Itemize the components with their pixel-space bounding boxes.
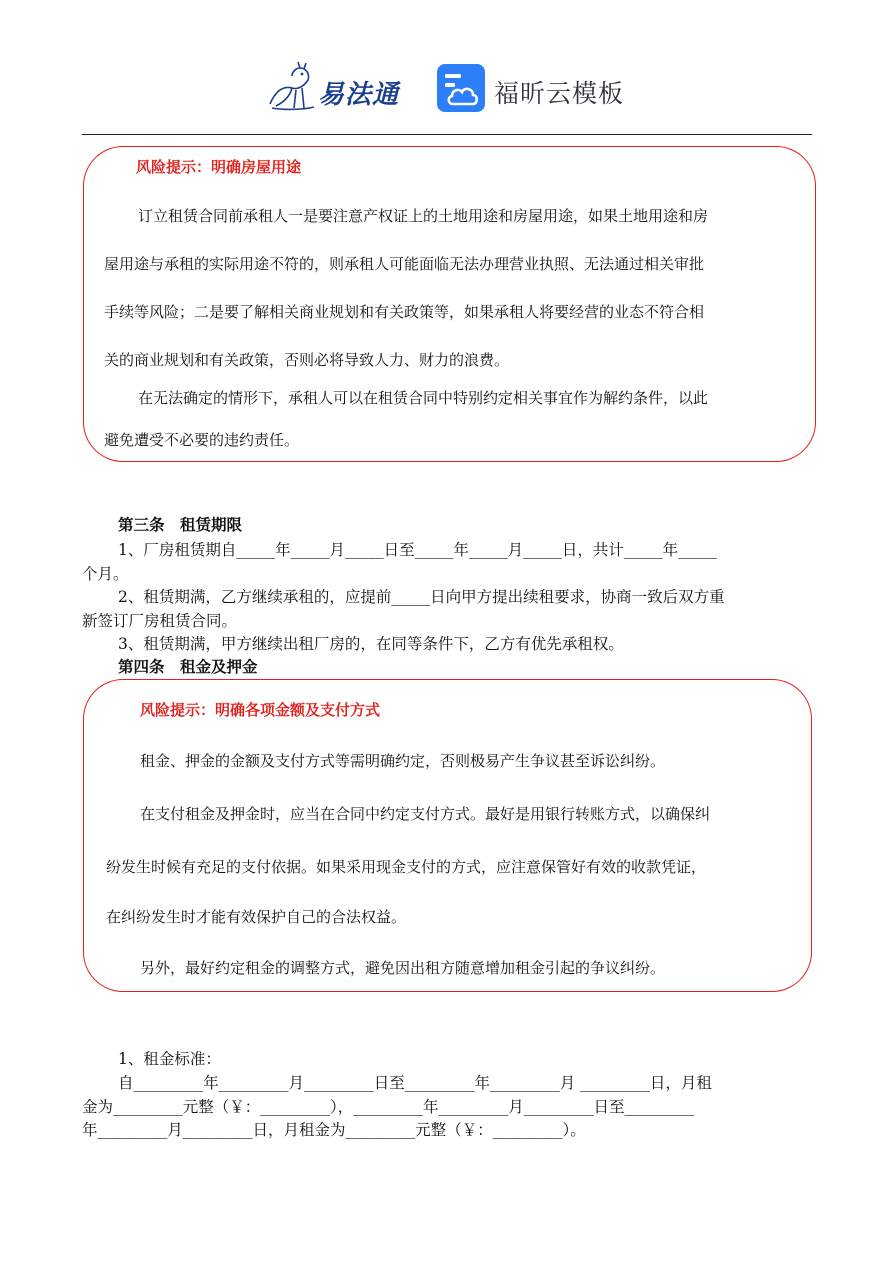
risk-text-line: 租金、押金的金额及支付方式等需明确约定，否则极易产生争议甚至诉讼纠纷。 [140, 752, 666, 770]
risk-title: 风险提示：明确各项金额及支付方式 [140, 701, 381, 719]
risk-text-line: 纷发生时候有充足的支付依据。如果采用现金支付的方式，应注意保管好有效的收款凭证， [106, 858, 707, 876]
rent-line: 金为_________元整（￥：_________），_________年_________月_________日至_________ [82, 1098, 695, 1116]
logo1-name: 易法通 [318, 80, 400, 110]
logo2-name: 福昕云模板 [494, 79, 625, 108]
article3-heading: 第三条 租赁期限 [118, 515, 243, 534]
article4-heading: 第四条 租金及押金 [118, 657, 258, 676]
rent-line: 年_________月_________日，月租金为_________元整（￥：_________）。 [82, 1121, 586, 1139]
page-header [0, 60, 893, 120]
risk-text-line: 在支付租金及押金时，应当在合同中约定支付方式。最好是用银行转账方式，以确保纠 [140, 805, 711, 823]
risk-text-line: 在无法确定的情形下，承租人可以在租赁合同中特别约定相关事宜作为解约条件，以此 [138, 389, 709, 407]
rent-line: 1、租金标准： [118, 1050, 221, 1068]
rent-line: 自_________年_________月_________日至_________年_________月 _________日，月租 [118, 1074, 712, 1092]
risk-text-line: 另外，最好约定租金的调整方式，避免因出租方随意增加租金引起的争议纠纷。 [140, 959, 666, 977]
risk-text-line: 避免遭受不必要的违约责任。 [104, 431, 300, 449]
risk-notice-box-2 [83, 679, 812, 992]
risk-text-line: 在纠纷发生时才能有效保护自己的合法权益。 [106, 908, 407, 926]
article3-line: 1、厂房租赁期自_____年_____月_____日至_____年_____月_____日，共计_____年_____ [118, 541, 717, 559]
article3-line: 2、租赁期满，乙方继续承租的，应提前_____日向甲方提出续租要求，协商一致后双方重 [118, 588, 725, 606]
article3-line: 个月。 [82, 565, 129, 583]
risk-text-line: 手续等风险；二是要了解相关商业规划和有关政策等，如果承租人将要经营的业态不符合相 [104, 303, 705, 321]
risk-text-line: 订立租赁合同前承租人一是要注意产权证上的土地用途和房屋用途，如果土地用途和房 [138, 207, 709, 225]
article3-line: 3、租赁期满，甲方继续出租厂房的，在同等条件下，乙方有优先承租权。 [118, 635, 624, 653]
risk-text-line: 屋用途与承租的实际用途不符的，则承租人可能面临无法办理营业执照、无法通过相关审批 [104, 255, 705, 273]
article3-line: 新签订厂房租赁合同。 [82, 612, 238, 630]
risk-notice-box-1 [83, 146, 816, 462]
header-divider [82, 134, 812, 135]
risk-title: 风险提示：明确房屋用途 [136, 158, 302, 176]
risk-text-line: 关的商业规划和有关政策，否则必将导致人力、财力的浪费。 [104, 351, 510, 369]
cloud-document-logo-icon [437, 64, 485, 112]
